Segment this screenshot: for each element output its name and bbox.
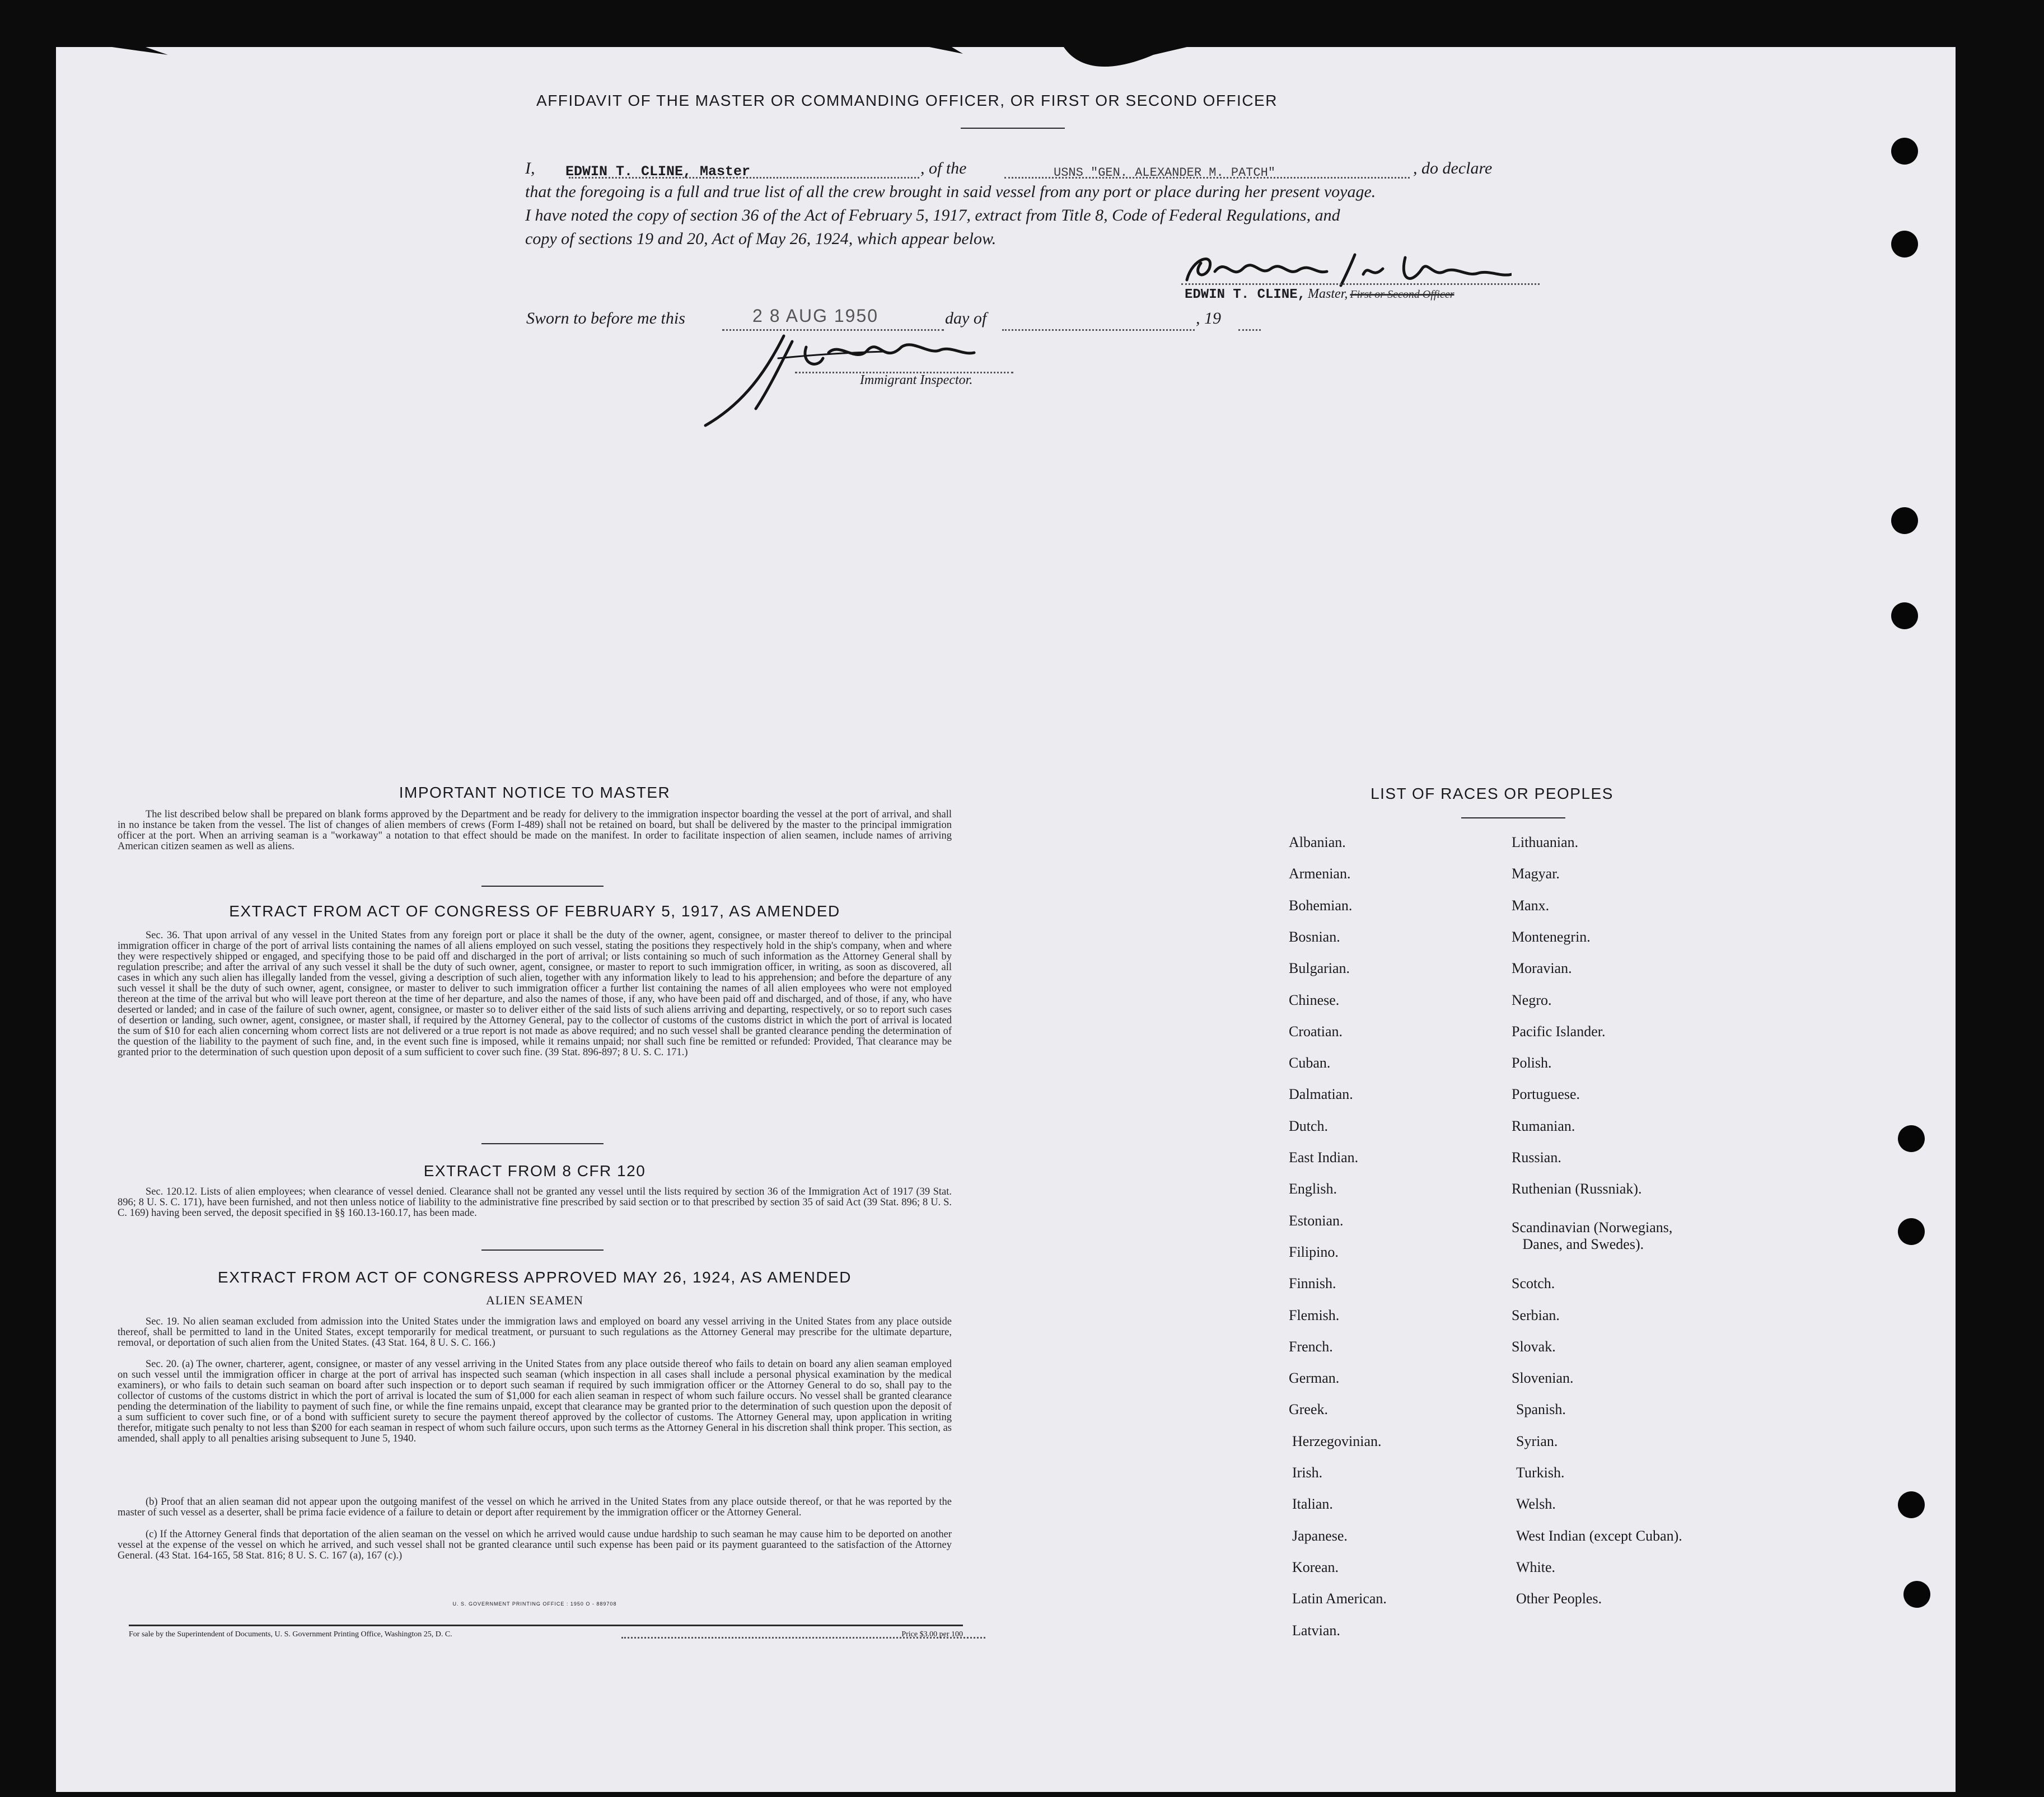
race-item: Slovenian. xyxy=(1512,1370,1574,1387)
signature-line xyxy=(1181,283,1540,285)
race-item: Scotch. xyxy=(1512,1275,1555,1292)
race-item: Other Peoples. xyxy=(1516,1590,1602,1607)
notice-paragraph: The list described below shall be prepared on blank forms approved by the Department and be ready for delivery to the immigration inspector boarding the vessel at the port of arrival, and shall in no instance be taken from the vessel. The list of changes of alien members of crews (Form I-489) shall not be retained on board, but shall be delivered by the master to the principal immigration officer at the port. When an arriving seaman is a "workaway" a notation to that effect should be made on the manifest. In order to facilitate inspection of alien seamen, include names of arriving American citizen seamen as well as aliens. xyxy=(118,809,952,852)
race-item: Flemish. xyxy=(1289,1307,1340,1323)
race-item: White. xyxy=(1516,1559,1556,1575)
footer-line xyxy=(129,1630,963,1644)
race-item: Latin American. xyxy=(1292,1590,1387,1607)
race-item: Dalmatian. xyxy=(1289,1086,1353,1103)
race-item: Finnish. xyxy=(1289,1275,1336,1292)
declarant-prefix: I, xyxy=(525,159,535,177)
footer-rule xyxy=(129,1625,963,1626)
race-item: Chinese. xyxy=(1289,991,1340,1008)
race-item: Lithuanian. xyxy=(1512,834,1579,850)
affidavit-line-2: that the foregoing is a full and true list of all the crew brought in said vessel from any port or place during her present voyage. xyxy=(525,182,1376,201)
punch-hole xyxy=(1891,507,1918,534)
race-item: Welsh. xyxy=(1516,1496,1556,1513)
race-item: Scandinavian (Norwegians, Danes, and Swedes). xyxy=(1512,1219,1673,1252)
race-item: Bohemian. xyxy=(1289,897,1353,914)
punch-hole xyxy=(1891,138,1918,165)
race-item: Dutch. xyxy=(1289,1117,1329,1134)
race-item: French. xyxy=(1289,1338,1333,1355)
race-item: Rumanian. xyxy=(1512,1117,1575,1134)
sec20b-text: (b) Proof that an alien seaman did not appear upon the outgoing manifest of the vessel on which he arrived in the United States from any place outside thereof, or that he was reported by the master of such vessel as a deserter, shall be prima facie evidence of a failure to detain or deport after requirement by the immigration officer or the Attorney General. xyxy=(118,1496,952,1518)
race-item: German. xyxy=(1289,1370,1340,1387)
signer-name: EDWIN T. CLINE, xyxy=(1185,287,1306,302)
race-item: Slovak. xyxy=(1512,1338,1556,1355)
race-item: Pacific Islander. xyxy=(1512,1023,1606,1040)
race-item: Serbian. xyxy=(1512,1307,1560,1323)
year-label: , 19 xyxy=(1196,309,1221,327)
extract-cfr-title: EXTRACT FROM 8 CFR 120 xyxy=(423,1162,646,1180)
race-item: Herzegovinian. xyxy=(1292,1433,1382,1449)
inspector-label: Immigrant Inspector. xyxy=(860,373,973,387)
race-item: Albanian. xyxy=(1289,834,1346,850)
race-item: Filipino. xyxy=(1289,1243,1339,1260)
sec19-text: Sec. 19. No alien seaman excluded from admission into the United States under the immigration laws and employed on board any vessel arriving in the United States from any place outside thereof, shall be permitted to land in the United States, except temporarily for medical treatment, or pursuant to such regulations as the Attorney General may prescribe for the ultimate departure, removal, or deportation of such alien from the United States. (43 Stat. 164, 8 U. S. C. 166.) xyxy=(118,1316,952,1349)
race-item: Ruthenian (Russniak). xyxy=(1512,1181,1642,1197)
race-item: Latvian. xyxy=(1292,1622,1340,1639)
sec20a-text: Sec. 20. (a) The owner, charterer, agent, consignee, or master of any vessel arriving in the United States from any place outside thereof who fails to detain on board any alien seaman employed on such vessel until the immigration officer in charge at the port of arrival has inspected such seaman (which inspection in all cases shall include a personal physical examination by the medical examiners), or who fails to detain such seaman on board after such inspection or to deport such seaman if required by such immigration officer or the Attorney General to do so, shall pay to the collector of customs of the customs district in which the port of arrival is located the sum of $1,000 for each alien seaman in respect of whom such failure occurs. No vessel shall be granted clearance pending the determination of the liability to payment of such fine, or while the fine remains unpaid, except that clearance may be granted prior to the determination of such question upon the deposit of a sum sufficient to cover such fine, or of a bond with sufficient surety to secure the payment thereof approved by the collector of customs. The Attorney General may, upon application in writing therefor, mitigate such penalty to not less than $200 for each seaman in respect of whom such failure occurs, upon such terms as the Attorney General in his discretion shall think proper. This section, as amended, shall apply to all penalties arising subsequent to June 5, 1940. xyxy=(118,1359,952,1444)
punch-hole xyxy=(1891,231,1918,258)
race-item: Syrian. xyxy=(1516,1433,1558,1449)
extract-1917-section: Sec. 36. That upon arrival of any vessel in the United States from any foreign port or place it shall be the duty of the owner, agent, consignee, or master thereof to deliver to the principal immigration officer in charge of the port of arrival lists containing the names of all aliens employed on such vessel, stating the positions they respectively hold in the ship's company, when and where they were respectively shipped or engaged, and specifying those to be paid off and discharged in the port of arrival; or lists containing so much of such information as the Attorney General shall by regulation prescribe; and after the arrival of any such vessel it shall be the duty of such owner, agent, consignee, or master to report to such immigration officer, in writing, as soon as discovered, all cases in which any such alien has illegally landed from the vessel, giving a description of such alien, together with any information likely to lead to his apprehension; and before the departure of any such vessel it shall be the duty of such owner, agent, consignee, or master to deliver to such immigration officer a further list containing the names of all alien employees who were not employed thereon at the time of the arrival but who will leave port thereon at the time of her departure, and also the names of those, if any, who have been paid off and discharged, and of those, if any, who have deserted or landed; and in case of the failure of such owner, agent, consignee, or master so to deliver either of the said lists of such aliens arriving and departing, respectively, or so to report such cases of desertion or landing, such owner, agent, consignee, or master shall, if required by the Attorney General, pay to the collector of customs of the customs district in which the port of arrival is located the sum of $10 for each alien concerning whom correct lists are not delivered or a true report is not made as above required; and no such vessel shall be granted clearance pending the determination of the question of the liability to the payment of such fine, and, in the event such fine is imposed, while it remains unpaid; nor shall such fine be remitted or refunded: Provided, That clearance may be granted prior to the determination of such question upon deposit of a sum sufficient to cover such fine. (39 Stat. 896-897; 8 U. S. C. 171.) xyxy=(118,930,952,1058)
punch-hole xyxy=(1898,1125,1925,1152)
race-item: English. xyxy=(1289,1181,1337,1197)
day-of-label: day of xyxy=(945,309,987,327)
affidavit-title: AFFIDAVIT OF THE MASTER OR COMMANDING OFFICER, OR FIRST OR SECOND OFFICER xyxy=(536,92,1278,109)
race-item: Portuguese. xyxy=(1512,1086,1580,1103)
punch-hole xyxy=(1898,1491,1925,1518)
race-item: Moravian. xyxy=(1512,960,1572,977)
signature-caption xyxy=(1185,287,1454,302)
race-item: East Indian. xyxy=(1289,1149,1359,1166)
race-item: Polish. xyxy=(1512,1055,1552,1071)
signer-role: Master, xyxy=(1308,287,1348,301)
notice-title: IMPORTANT NOTICE TO MASTER xyxy=(399,784,671,801)
vessel-name: USNS "GEN. ALEXANDER M. PATCH" xyxy=(1054,166,1276,180)
master-name: EDWIN T. CLINE, Master xyxy=(565,163,751,180)
punch-hole xyxy=(1898,1218,1925,1245)
sworn-text: Sworn to before me this xyxy=(526,309,685,327)
race-item: Negro. xyxy=(1512,991,1552,1008)
declare-label: , do declare xyxy=(1413,159,1493,177)
divider xyxy=(481,1250,604,1251)
sec20c-text: (c) If the Attorney General finds that deportation of the alien seaman on the vessel on which he arrived would cause undue hardship to such seaman he may cause him to be deported on another vessel at the expense of the vessel on which he arrived, and such vessel shall not be granted clearance until such expense has been paid or its payment guaranteed to the satisfaction of the Attorney General. (43 Stat. 164-165, 58 Stat. 816; 8 U. S. C. 167 (a), 167 (c).) xyxy=(118,1529,952,1561)
torn-edge xyxy=(0,0,2044,78)
alien-seamen-subtitle: ALIEN SEAMEN xyxy=(486,1293,583,1307)
of-the-label: , of the xyxy=(920,159,967,177)
affidavit-line-3: I have noted the copy of section 36 of the Act of February 5, 1917, extract from Title 8, Code of Federal Regulations, and xyxy=(525,206,1340,224)
title-underline xyxy=(961,128,1065,129)
date-stamp: 2 8 AUG 1950 xyxy=(752,306,879,326)
race-item: Spanish. xyxy=(1516,1401,1566,1418)
races-title-underline xyxy=(1461,817,1565,818)
punch-hole xyxy=(1891,602,1918,629)
race-item: Turkish. xyxy=(1516,1464,1565,1481)
divider xyxy=(481,886,604,887)
punch-hole xyxy=(1903,1581,1930,1608)
race-item: Manx. xyxy=(1512,897,1550,914)
price: Price $3.00 per 100 xyxy=(901,1630,963,1639)
race-item: Russian. xyxy=(1512,1149,1561,1166)
race-item: Croatian. xyxy=(1289,1023,1343,1040)
race-item: Bulgarian. xyxy=(1289,960,1350,977)
struck-role: First or Second Officer xyxy=(1350,288,1454,301)
race-item: Korean. xyxy=(1292,1559,1339,1575)
race-item: Greek. xyxy=(1289,1401,1329,1418)
race-item: Irish. xyxy=(1292,1464,1323,1481)
extract-cfr-section: Sec. 120.12. Lists of alien employees; when clearance of vessel denied. Clearance shall not be granted any vessel until the lists required by section 36 of the Immigration Act of 1917 (39 Stat. 896; 8 U. S. C. 171), have been furnished, and not then unless notice of liability to the administrative fine prescribed by said section or to that prescribed by section 35 of said Act (39 Stat. 896; 8 U. S. C. 169) having been served, the deposit specified in §§ 160.13-160.17, has been made. xyxy=(118,1186,952,1219)
race-item: Japanese. xyxy=(1292,1527,1348,1544)
gpo-imprint: U. S. GOVERNMENT PRINTING OFFICE : 1950 O - 889708 xyxy=(452,1601,617,1607)
race-item: West Indian (except Cuban). xyxy=(1516,1527,1682,1544)
race-item: Bosnian. xyxy=(1289,928,1340,945)
race-item: Montenegrin. xyxy=(1512,928,1591,945)
extract-1924-title: EXTRACT FROM ACT OF CONGRESS APPROVED MAY 26, 1924, AS AMENDED xyxy=(218,1269,852,1286)
divider xyxy=(481,1143,604,1144)
races-title: LIST OF RACES OR PEOPLES xyxy=(1371,785,1613,802)
race-item: Magyar. xyxy=(1512,865,1560,882)
race-item: Cuban. xyxy=(1289,1055,1331,1071)
race-item: Estonian. xyxy=(1289,1212,1344,1229)
sale-notice: For sale by the Superintendent of Documents, U. S. Government Printing Office, Washington 25, D. C. xyxy=(129,1630,452,1639)
race-item: Italian. xyxy=(1292,1496,1333,1513)
affidavit-text xyxy=(525,157,1545,251)
extract-1917-title: EXTRACT FROM ACT OF CONGRESS OF FEBRUARY 5, 1917, AS AMENDED xyxy=(229,902,840,920)
race-item: Armenian. xyxy=(1289,865,1351,882)
affidavit-line-4: copy of sections 19 and 20, Act of May 26, 1924, which appear below. xyxy=(525,230,997,248)
